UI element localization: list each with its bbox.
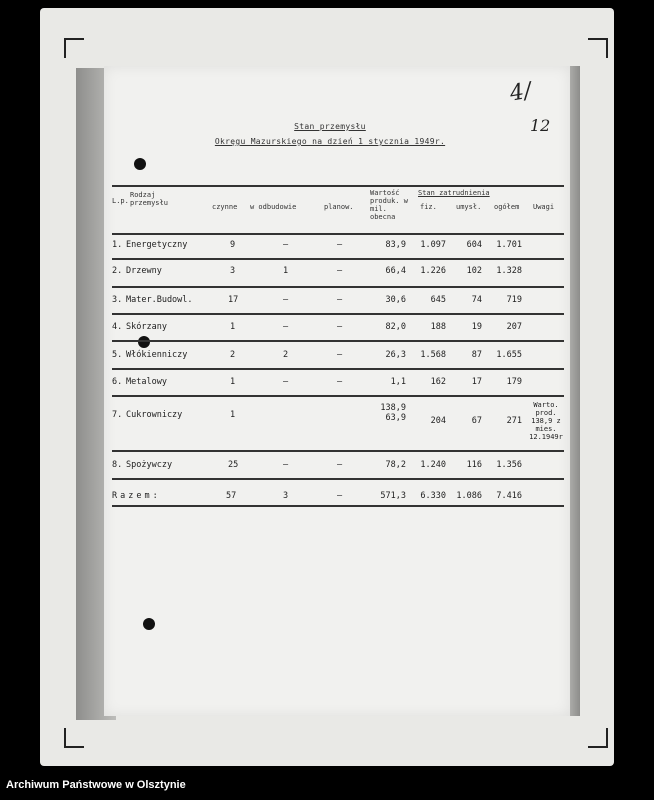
cell-umysl: 17	[471, 377, 482, 387]
cell-rodzaj: Spożywczy	[126, 460, 173, 470]
cell-fiz: 1.097	[420, 240, 446, 250]
document-title: Stan przemysłu	[294, 122, 366, 131]
header-wartosc: Wartość produk. w mil. obecna	[370, 189, 408, 221]
cell-uwagi-note: Warto. prod. 138,9 z mies. 12.1949r	[529, 401, 563, 441]
table-rule	[112, 313, 564, 315]
header-czynne: czynne	[212, 203, 238, 211]
total-fiz: 6.330	[420, 491, 446, 501]
cell-czynne: 1	[230, 322, 236, 332]
cell-fiz: 645	[430, 295, 446, 305]
table-rule	[112, 505, 564, 507]
total-ogolem: 7.416	[496, 491, 522, 501]
table-rule	[112, 233, 564, 235]
cell-wartosc: 83,9	[385, 240, 406, 250]
table-rule	[112, 286, 564, 288]
cell-odbudowa: –	[283, 460, 289, 470]
cell-ogolem: 1.328	[496, 266, 522, 276]
cell-wartosc: 78,2	[385, 460, 406, 470]
total-czynne: 57	[226, 491, 237, 501]
header-odbudowa: w odbudowie	[250, 203, 297, 211]
header-stan-zatrudnienia: Stan zatrudnienia	[418, 189, 490, 197]
cell-umysl: 102	[466, 266, 482, 276]
crop-mark-top-left	[64, 38, 84, 58]
cell-plan: –	[337, 350, 343, 360]
cell-lp: 6.	[112, 377, 123, 387]
cell-ogolem: 1.356	[496, 460, 522, 470]
cell-umysl: 87	[471, 350, 482, 360]
cell-lp: 3.	[112, 295, 123, 305]
cell-odbudowa: –	[283, 377, 289, 387]
cell-czynne: 9	[230, 240, 236, 250]
header-umysl: umysł.	[456, 203, 482, 211]
header-rodzaj: Rodzaj przemysłu	[130, 191, 168, 207]
cell-czynne: 1	[230, 377, 236, 387]
cell-odbudowa: 2	[283, 350, 289, 360]
cell-wartosc: 82,0	[385, 322, 406, 332]
cell-wartosc: 66,4	[385, 266, 406, 276]
cell-lp: 1.	[112, 240, 123, 250]
cell-wartosc: 30,6	[385, 295, 406, 305]
cell-ogolem: 719	[506, 295, 522, 305]
cell-fiz: 188	[430, 322, 446, 332]
handwritten-page-number: 12	[530, 116, 551, 135]
punch-hole	[138, 336, 150, 348]
cell-plan: –	[337, 266, 343, 276]
cell-lp: 2.	[112, 266, 123, 276]
total-odbudowa: 3	[283, 491, 289, 501]
punch-hole	[143, 618, 155, 630]
crop-mark-bottom-left	[64, 728, 84, 748]
table-rule	[112, 258, 564, 260]
table-rule	[112, 450, 564, 452]
archive-name: Archiwum Państwowe w Olsztynie	[6, 779, 186, 791]
cell-rodzaj: Włókienniczy	[126, 350, 188, 360]
cell-lp: 5.	[112, 350, 123, 360]
cell-plan: –	[337, 240, 343, 250]
cell-umysl: 116	[466, 460, 482, 470]
cell-ogolem: 1.655	[496, 350, 522, 360]
table-rule	[112, 395, 564, 397]
header-uwagi: Uwagi	[533, 203, 555, 211]
cell-plan: –	[337, 295, 343, 305]
cell-ogolem: 271	[506, 416, 522, 426]
cell-rodzaj: Cukrowniczy	[126, 410, 183, 420]
table-rule	[112, 340, 564, 342]
total-label: Razem:	[112, 491, 161, 501]
total-umysl: 1.086	[456, 491, 482, 501]
cell-rodzaj: Mater.Budowl.	[126, 295, 193, 305]
cell-rodzaj: Drzewny	[126, 266, 162, 276]
header-plan: planow.	[324, 203, 354, 211]
crop-mark-bottom-right	[588, 728, 608, 748]
cell-rodzaj: Skórzany	[126, 322, 167, 332]
cell-umysl: 74	[471, 295, 482, 305]
table-rule	[112, 368, 564, 370]
cell-wartosc: 26,3	[385, 350, 406, 360]
total-wartosc: 571,3	[380, 491, 406, 501]
document-subtitle: Okręgu Mazurskiego na dzień 1 stycznia 1949r.	[214, 137, 446, 146]
cell-plan: –	[337, 460, 343, 470]
cell-ogolem: 1.701	[496, 240, 522, 250]
cell-czynne: 1	[230, 410, 236, 420]
cell-umysl: 19	[471, 322, 482, 332]
cell-odbudowa: 1	[283, 266, 289, 276]
total-plan: –	[337, 491, 343, 501]
cell-rodzaj: Energetyczny	[126, 240, 188, 250]
cell-ogolem: 179	[506, 377, 522, 387]
crop-mark-top-right	[588, 38, 608, 58]
cell-wartosc: 1,1	[390, 377, 406, 387]
cell-fiz: 162	[430, 377, 446, 387]
cell-odbudowa: –	[283, 295, 289, 305]
cell-lp: 7.	[112, 410, 123, 420]
cell-czynne: 3	[230, 266, 236, 276]
handwritten-mark: 4/	[507, 78, 534, 107]
cell-ogolem: 207	[506, 322, 522, 332]
cell-rodzaj: Metalowy	[126, 377, 167, 387]
cell-wartosc: 138,9	[380, 403, 406, 413]
cell-czynne: 17	[228, 295, 239, 305]
cell-wartosc-second: 63,9	[385, 413, 406, 423]
cell-fiz: 204	[430, 416, 446, 426]
archive-footer	[0, 770, 654, 800]
header-fiz: fiz.	[420, 203, 437, 211]
document-sheet	[104, 66, 570, 716]
cell-fiz: 1.226	[420, 266, 446, 276]
cell-umysl: 67	[471, 416, 482, 426]
table-rule	[112, 478, 564, 480]
table-rule	[112, 185, 564, 187]
cell-czynne: 2	[230, 350, 236, 360]
cell-odbudowa: –	[283, 322, 289, 332]
cell-lp: 4.	[112, 322, 123, 332]
cell-plan: –	[337, 377, 343, 387]
cell-umysl: 604	[466, 240, 482, 250]
cell-czynne: 25	[228, 460, 239, 470]
punch-hole	[134, 158, 146, 170]
cell-plan: –	[337, 322, 343, 332]
header-ogolem: ogółem	[494, 203, 520, 211]
cell-lp: 8.	[112, 460, 123, 470]
cell-odbudowa: –	[283, 240, 289, 250]
header-lp: L.p.	[112, 197, 129, 205]
cell-fiz: 1.568	[420, 350, 446, 360]
cell-fiz: 1.240	[420, 460, 446, 470]
